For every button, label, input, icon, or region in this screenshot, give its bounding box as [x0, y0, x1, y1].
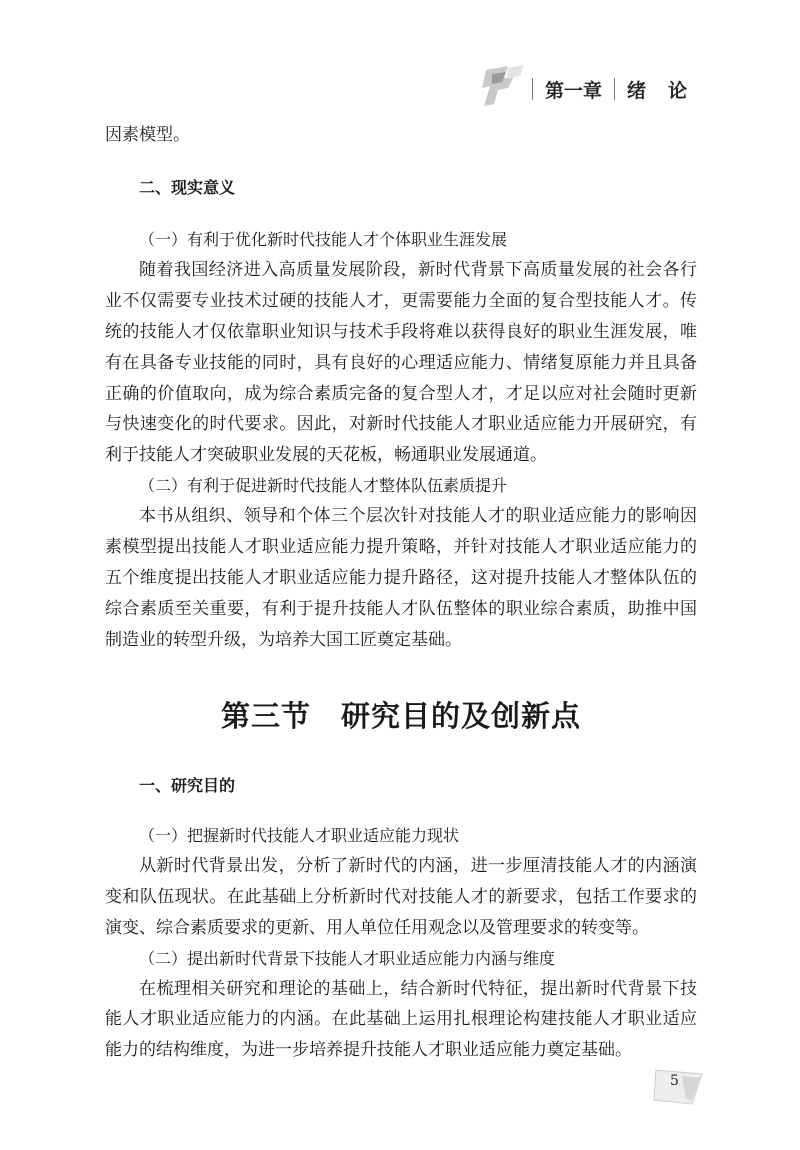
subheading-connotation-dimension: （二）提出新时代背景下技能人才职业适应能力内涵与维度: [139, 948, 556, 968]
paragraph-team-quality: 本书从组织、领导和个体三个层次针对技能人才的职业适应能力的影响因素模型提出技能人才职业适应能力提升策略，并针对技能人才职业适应能力的五个维度提出技能人才职业适应能力提升路径，这对提升技能人才整体队伍的综合素质至关重要，有利于提升技能人才队伍整体的职业综合素质，助推中国制造业的转型升级，为培养大国工匠奠定基础。: [105, 506, 697, 650]
paragraph-career-development: 随着我国经济进入高质量发展阶段，新时代背景下高质量发展的社会各行业不仅需要专业技术过硬的技能人才，更需要能力全面的复合型技能人才。传统的技能人才仅依靠职业知识与技术手段将难以获得良好的职业生涯发展，唯有在具备专业技能的同时，具有良好的心理适应能力、情绪复原能力并且具备正确的价值取向，成为综合素质完备的复合型人才，才足以应对社会随时更新与快速变化的时代要求。因此，对新时代技能人才职业适应能力开展研究，有利于技能人才突破职业发展的天花板，畅通职业发展通道。: [105, 259, 697, 466]
heading-practical-significance: 二、现实意义: [139, 177, 236, 197]
header-divider: [532, 78, 533, 100]
paragraph-current-status: 从新时代背景出发，分析了新时代的内涵，进一步厘清技能人才的内涵演变和队伍现状。在此基础上分析新时代对技能人才的新要求，包括工作要求的演变、综合素质要求的更新、用人单位任用观念以及管理要求的转变等。: [105, 855, 697, 938]
subheading-career-development: （一）有利于优化新时代技能人才个体职业生涯发展: [139, 229, 508, 249]
subheading-current-status: （一）把握新时代技能人才职业适应能力现状: [139, 825, 460, 845]
running-header: [520, 72, 709, 106]
paragraph-connotation-dimension: 在梳理相关研究和理论的基础上，结合新时代特征，提出新时代背景下技能人才职业适应能力的内涵。在此基础上运用扎根理论构建技能人才职业适应能力的结构维度，为进一步培养提升技能人才职业适应能力奠定基础。: [105, 978, 697, 1061]
page-number: 5: [670, 1073, 679, 1089]
page-body: [105, 120, 697, 1066]
page-number-decoration-icon: [652, 1066, 706, 1108]
chapter-title: 绪论: [627, 79, 710, 102]
heading-research-purpose: 一、研究目的: [139, 775, 236, 795]
section-title: 第三节 研究目的及创新点: [220, 698, 581, 733]
intro-tail-text: 因素模型。: [105, 125, 190, 145]
header-divider: [614, 78, 615, 100]
chapter-label: 第一章: [545, 79, 603, 102]
subheading-team-quality: （二）有利于促进新时代技能人才整体队伍素质提升: [139, 476, 508, 496]
